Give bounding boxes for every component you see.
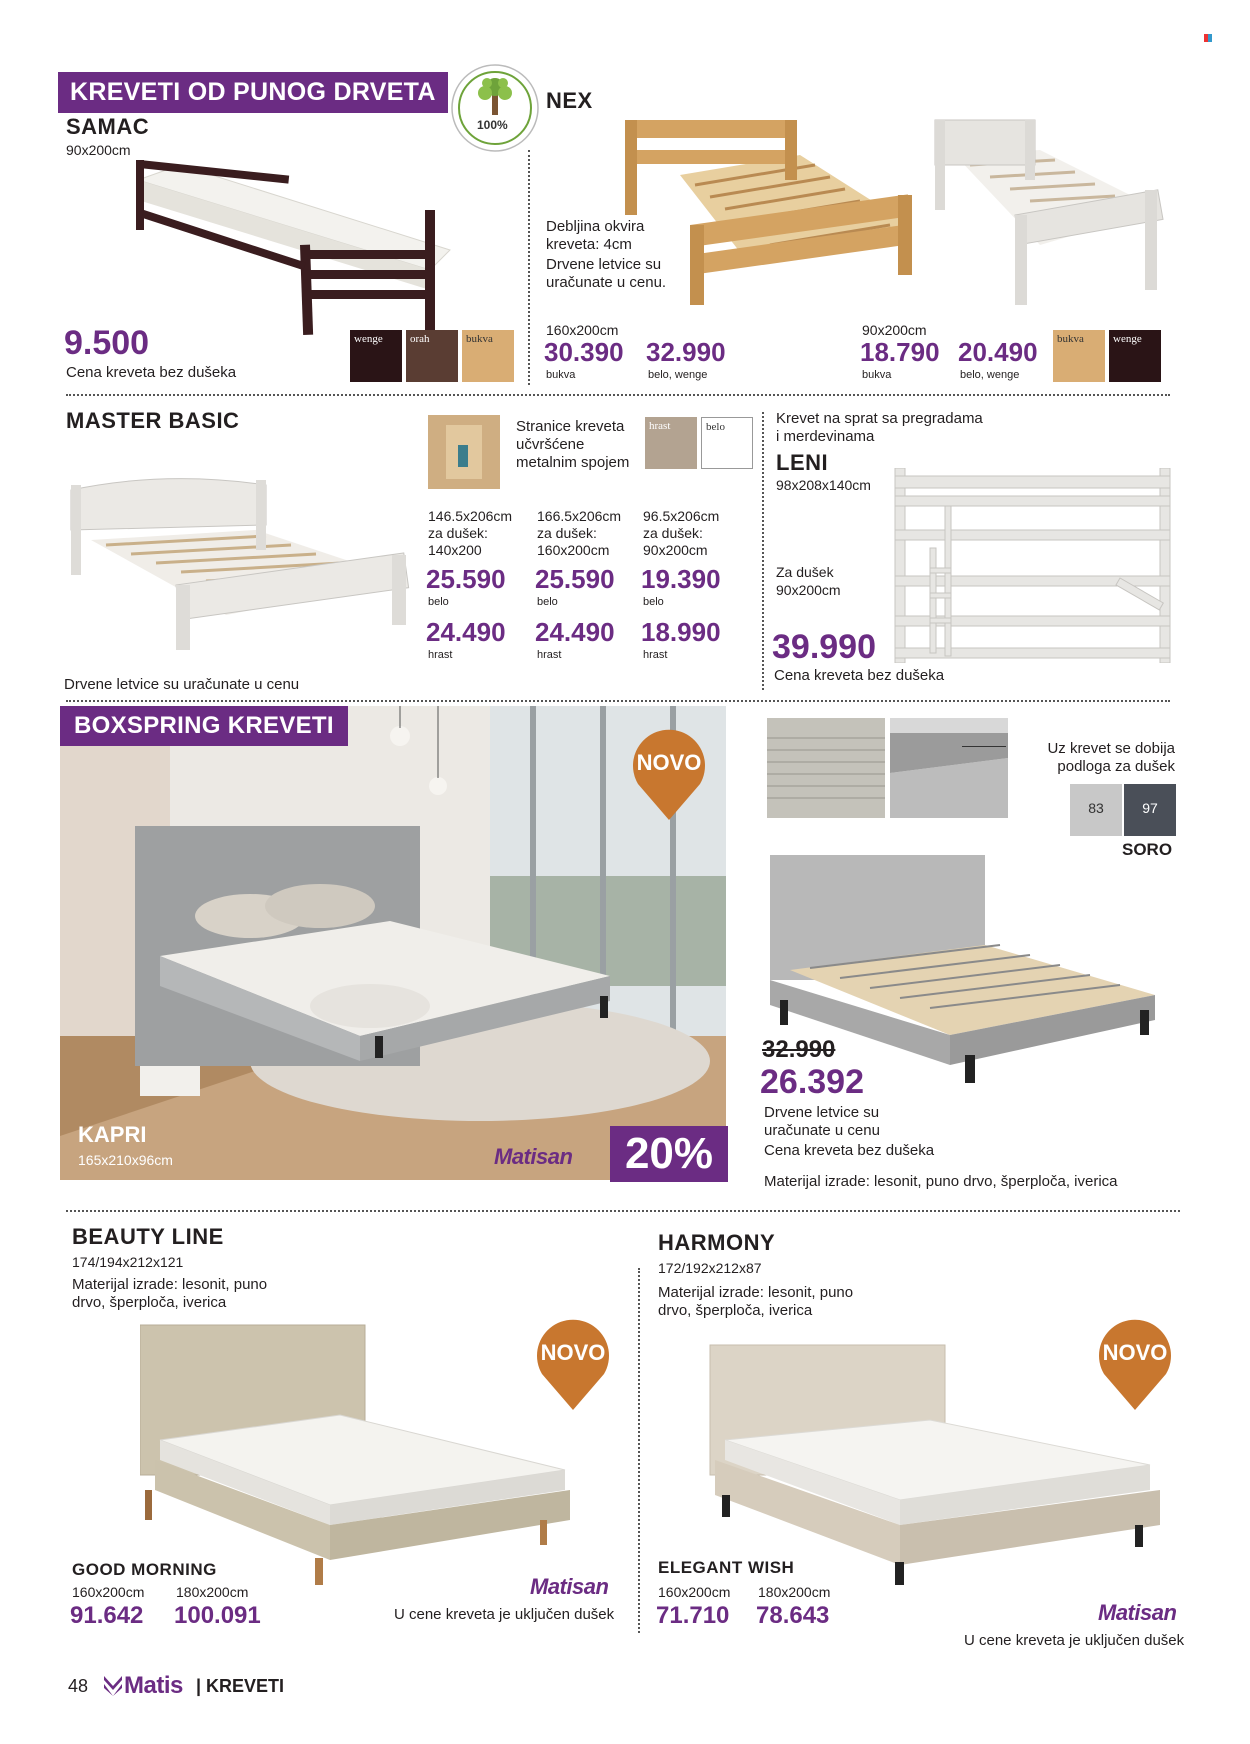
samac-name: SAMAC: [66, 114, 150, 139]
matis-logo-text: Matis: [124, 1672, 183, 1699]
master-col1-l2: hrast: [428, 649, 453, 661]
badge-percent: 100%: [477, 118, 508, 132]
good-morning-price2: 100.091: [174, 1602, 261, 1629]
master-col3-dims: 96.5x206cm: [643, 508, 720, 524]
novo-badge-harmony: NOVO: [1096, 1318, 1174, 1412]
master-bed-image: [66, 470, 416, 650]
corner-mark-icon: [1204, 34, 1212, 42]
kapri-name: KAPRI: [78, 1122, 147, 1147]
master-col2-l2: hrast: [537, 649, 562, 661]
divider-v-leni: [762, 412, 764, 690]
leni-intro: Krevet na sprat sa pregradama i merdevinama: [776, 410, 983, 445]
good-morning-size2: 180x200cm: [176, 1584, 249, 1600]
nex-name: NEX: [546, 88, 593, 113]
soro-fabric-image: [767, 718, 885, 818]
master-col1-za: za dušek:: [428, 525, 488, 541]
leni-bunk-bed-image: [890, 468, 1180, 663]
nex-desc-thickness: Debljina okvira kreveta: 4cm: [546, 218, 645, 253]
elegant-wish-price2: 78.643: [756, 1602, 830, 1629]
master-col2-za: za dušek:: [537, 525, 597, 541]
elegant-wish-note: U cene kreveta je uključen dušek: [964, 1632, 1185, 1649]
nex-label-a2: belo, wenge: [648, 369, 708, 381]
master-swatch-hrast: hrast: [645, 417, 697, 469]
master-col1-p1: 25.590: [426, 564, 506, 594]
nex-price-a1: 30.390: [544, 337, 624, 367]
good-morning-note: U cene kreveta je uključen dušek: [394, 1606, 615, 1623]
master-col3-l1: belo: [643, 596, 664, 608]
kapri-brand-logo: Matisan: [494, 1144, 573, 1169]
nex-white-bed-image: [930, 115, 1165, 310]
master-desc: Stranice kreveta učvršćene metalnim spojem: [516, 418, 630, 471]
soro-pointer-line: [962, 746, 1006, 747]
divider-v-bottom: [638, 1268, 640, 1633]
nex-price-a2: 32.990: [646, 337, 726, 367]
master-name: MASTER BASIC: [66, 408, 240, 433]
master-col1-l1: belo: [428, 596, 449, 608]
kapri-discount: 20%: [610, 1126, 728, 1182]
divider-v-top: [528, 150, 530, 385]
elegant-wish-brand-logo: Matisan: [1098, 1600, 1177, 1625]
beauty-dims: 174/194x212x121: [72, 1254, 184, 1270]
kapri-dims: 165x210x96cm: [78, 1152, 173, 1168]
samac-bed-image: [130, 150, 460, 335]
master-col1-mat: 140x200: [428, 542, 482, 558]
soro-swatch-83: 83: [1070, 784, 1122, 836]
master-col1-p2: 24.490: [426, 617, 506, 647]
nex-label-a1: bukva: [546, 369, 576, 381]
nex-size-b: 90x200cm: [862, 322, 927, 338]
samac-swatch-wenge: wenge: [350, 330, 402, 382]
elegant-wish-bed-image: [700, 1340, 1165, 1585]
good-morning-bed-image: [140, 1320, 580, 1585]
divider-h-3: [66, 1210, 1180, 1212]
samac-price: 9.500: [64, 324, 150, 362]
nex-price-b2: 20.490: [958, 337, 1038, 367]
nex-size-a: 160x200cm: [546, 322, 619, 338]
soro-note: Uz krevet se dobija podloga za dušek: [1047, 740, 1175, 775]
nex-desc-slats: Drvene letvice su uračunate u cenu.: [546, 256, 667, 291]
master-col3-l2: hrast: [643, 649, 668, 661]
footer-section: | KREVETI: [196, 1676, 285, 1696]
master-note: Drvene letvice su uračunate u cenu: [64, 676, 300, 693]
samac-swatch-bukva: bukva: [462, 330, 514, 382]
harmony-dims: 172/192x212x87: [658, 1260, 762, 1276]
elegant-wish-price1: 71.710: [656, 1602, 730, 1629]
master-col1-dims: 146.5x206cm: [428, 508, 513, 524]
master-joint-image: [428, 415, 500, 489]
kapri-room-image: [60, 706, 726, 1180]
matis-logo-icon: [104, 1676, 122, 1696]
samac-swatch-orah: orah: [406, 330, 458, 382]
leni-name: LENI: [776, 450, 829, 475]
harmony-line-name: HARMONY: [658, 1230, 776, 1255]
divider-h-2: [66, 700, 1170, 702]
beauty-material: Materijal izrade: lesonit, puno drvo, šperploča, iverica: [72, 1276, 268, 1311]
nex-swatch-wenge: wenge: [1109, 330, 1161, 382]
elegant-wish-size1: 160x200cm: [658, 1584, 731, 1600]
boxspring-banner: BOXSPRING KREVETI: [60, 706, 348, 746]
master-col3-p2: 18.990: [641, 617, 721, 647]
leni-price: 39.990: [772, 628, 876, 666]
solid-wood-banner: KREVETI OD PUNOG DRVETA: [58, 72, 448, 113]
master-col3-mat: 90x200cm: [643, 542, 708, 558]
beech-badge: [450, 63, 540, 153]
master-col2-p1: 25.590: [535, 564, 615, 594]
elegant-wish-name: ELEGANT WISH: [658, 1558, 795, 1577]
master-col2-mat: 160x200cm: [537, 542, 610, 558]
soro-old-price: 32.990: [762, 1036, 836, 1063]
harmony-material: Materijal izrade: lesonit, puno drvo, šperploča, iverica: [658, 1284, 854, 1319]
nex-label-b1: bukva: [862, 369, 892, 381]
soro-name: SORO: [1122, 840, 1173, 859]
novo-badge-beauty: NOVO: [534, 1318, 612, 1412]
divider-h-1: [66, 394, 1170, 396]
master-col2-dims: 166.5x206cm: [537, 508, 622, 524]
samac-note: Cena kreveta bez dušeka: [66, 364, 237, 381]
soro-note-mattress: Cena kreveta bez dušeka: [764, 1142, 935, 1159]
beauty-line-name: BEAUTY LINE: [72, 1224, 224, 1249]
nex-label-b2: belo, wenge: [960, 369, 1020, 381]
page-number: 48: [68, 1676, 89, 1696]
leni-mat: 90x200cm: [776, 582, 841, 598]
master-col3-za: za dušek:: [643, 525, 703, 541]
master-col2-p2: 24.490: [535, 617, 615, 647]
soro-note-slats: Drvene letvice su uračunate u cenu: [764, 1104, 880, 1139]
good-morning-brand-logo: Matisan: [530, 1574, 609, 1599]
good-morning-size1: 160x200cm: [72, 1584, 145, 1600]
leni-dims: 98x208x140cm: [776, 477, 871, 493]
soro-base-image: [890, 718, 1008, 818]
samac-size: 90x200cm: [66, 142, 131, 158]
novo-badge-kapri: NOVO: [630, 728, 708, 822]
leni-note: Cena kreveta bez dušeka: [774, 667, 945, 684]
leni-za: Za dušek: [776, 564, 834, 580]
elegant-wish-size2: 180x200cm: [758, 1584, 831, 1600]
nex-price-b1: 18.790: [860, 337, 940, 367]
soro-swatch-97: 97: [1124, 784, 1176, 836]
master-col2-l1: belo: [537, 596, 558, 608]
soro-material: Materijal izrade: lesonit, puno drvo, šperploča, iverica: [764, 1173, 1118, 1190]
good-morning-name: GOOD MORNING: [72, 1560, 217, 1579]
soro-new-price: 26.392: [760, 1063, 864, 1101]
tree-icon: [450, 63, 540, 153]
good-morning-price1: 91.642: [70, 1602, 144, 1629]
nex-swatch-bukva: bukva: [1053, 330, 1105, 382]
master-swatch-belo: belo: [701, 417, 753, 469]
nex-bed-image: [620, 115, 920, 305]
master-col3-p1: 19.390: [641, 564, 721, 594]
